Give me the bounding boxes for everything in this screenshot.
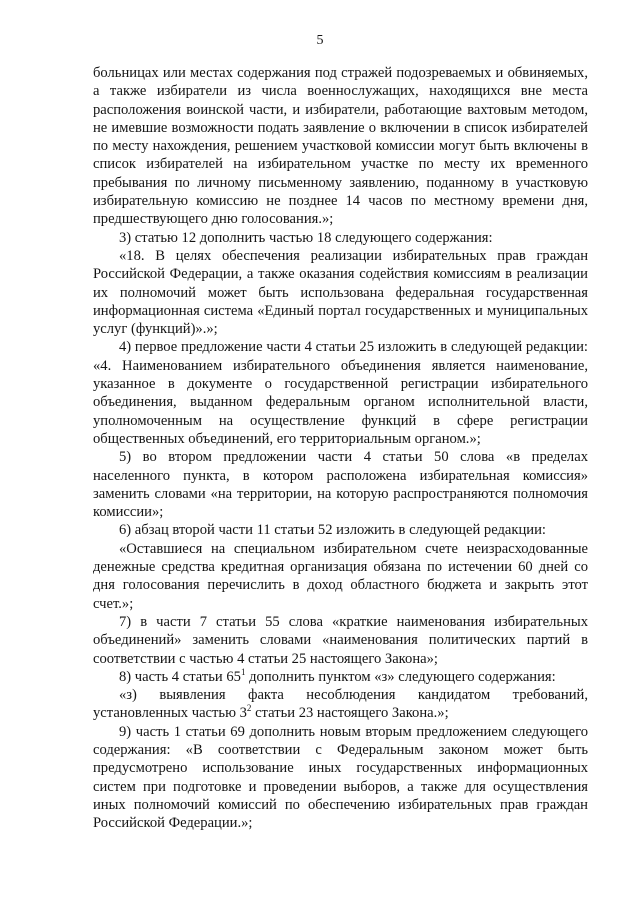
paragraph-item-8-text-a: 8) часть 4 статьи 65 [119, 668, 241, 685]
paragraph-item-5: 5) во втором предложении части 4 статьи 50 слова «в пределах населенного пункта, в котором расположена избирательная комиссия» заменить словами «на территории, на которую распространяются полномочия комиссии»; [93, 449, 588, 521]
page-number: 5 [316, 33, 324, 48]
paragraph-item-3-quote: «18. В целях обеспечения реализации избирательных прав граждан Российской Федерации, а также оказания содействия комиссиям в реализации их полномочий может быть использована федеральная государственная информационная система «Единый портал государственных и муниципальных услуг (функций)».»; [93, 247, 588, 338]
paragraph-item-3: 3) статью 12 дополнить частью 18 следующего содержания: [119, 229, 493, 246]
paragraph-item-6-quote: «Оставшиеся на специальном избирательном счете неизрасходованные денежные средства кредитная организация обязана по истечении 60 дней со дня голосования перечислить в доход областного бюджета и закрыть этот счет.»; [93, 540, 588, 612]
paragraph-item-9: 9) часть 1 статьи 69 дополнить новым вторым предложением следующего содержания: «В соответствии с Федеральным законом может быть предусмотрено использование иных государственных информационных систем при подготовке и проведении выборов, а также для осуществления иных полномочий комиссий по обеспечению избирательных прав граждан Российской Федерации.»; [93, 723, 588, 832]
paragraph-item-8 [93, 668, 588, 686]
superscript-2: 2 [246, 703, 252, 714]
document-body [93, 64, 588, 832]
superscript-1: 1 [240, 666, 246, 677]
paragraph-item-8-quote-text-a: «з) выявления факта несоблюдения кандидатом требований, установленных частью 3 [93, 687, 588, 722]
paragraph-item-4: 4) первое предложение части 4 статьи 25 изложить в следующей редакции: «4. Наименованием избирательного объединения является наименование, указанное в документе о государственной регистрации избирательного объединения, выданном федеральным органом исполнительной власти, уполномоченным на осуществление функций в сфере регистрации общественных объединений, его территориальным органом.»; [93, 339, 588, 447]
paragraph-item-8-quote [93, 686, 588, 723]
paragraph-item-6: 6) абзац второй части 11 статьи 52 изложить в следующей редакции: [119, 522, 546, 539]
paragraph-continuation: больницах или местах содержания под стражей подозреваемых и обвиняемых, а также избиратели из числа военнослужащих, находящихся вне места расположения воинской части, и избиратели, работающие вахтовым методом, не имевшие возможности подать заявление о включении в список избирателей по месту нахождения, решением участковой комиссии могут быть включены в список избирателей на избирательном участке по месту их временного пребывания по личному письменному заявлению, поданному в участковую избирательную комиссию не позднее 14 часов по местному времени дня, предшествующего дню голосования.»; [93, 65, 588, 228]
paragraph-item-8-text-b: дополнить пунктом «з» следующего содержания: [245, 668, 556, 685]
paragraph-item-8-quote-text-b: статьи 23 настоящего Закона.»; [251, 705, 449, 722]
paragraph-item-7: 7) в части 7 статьи 55 слова «краткие наименования избирательных объединений» заменить словами «наименования политических партий в соответствии с частью 4 статьи 25 настоящего Закона»; [93, 613, 588, 667]
